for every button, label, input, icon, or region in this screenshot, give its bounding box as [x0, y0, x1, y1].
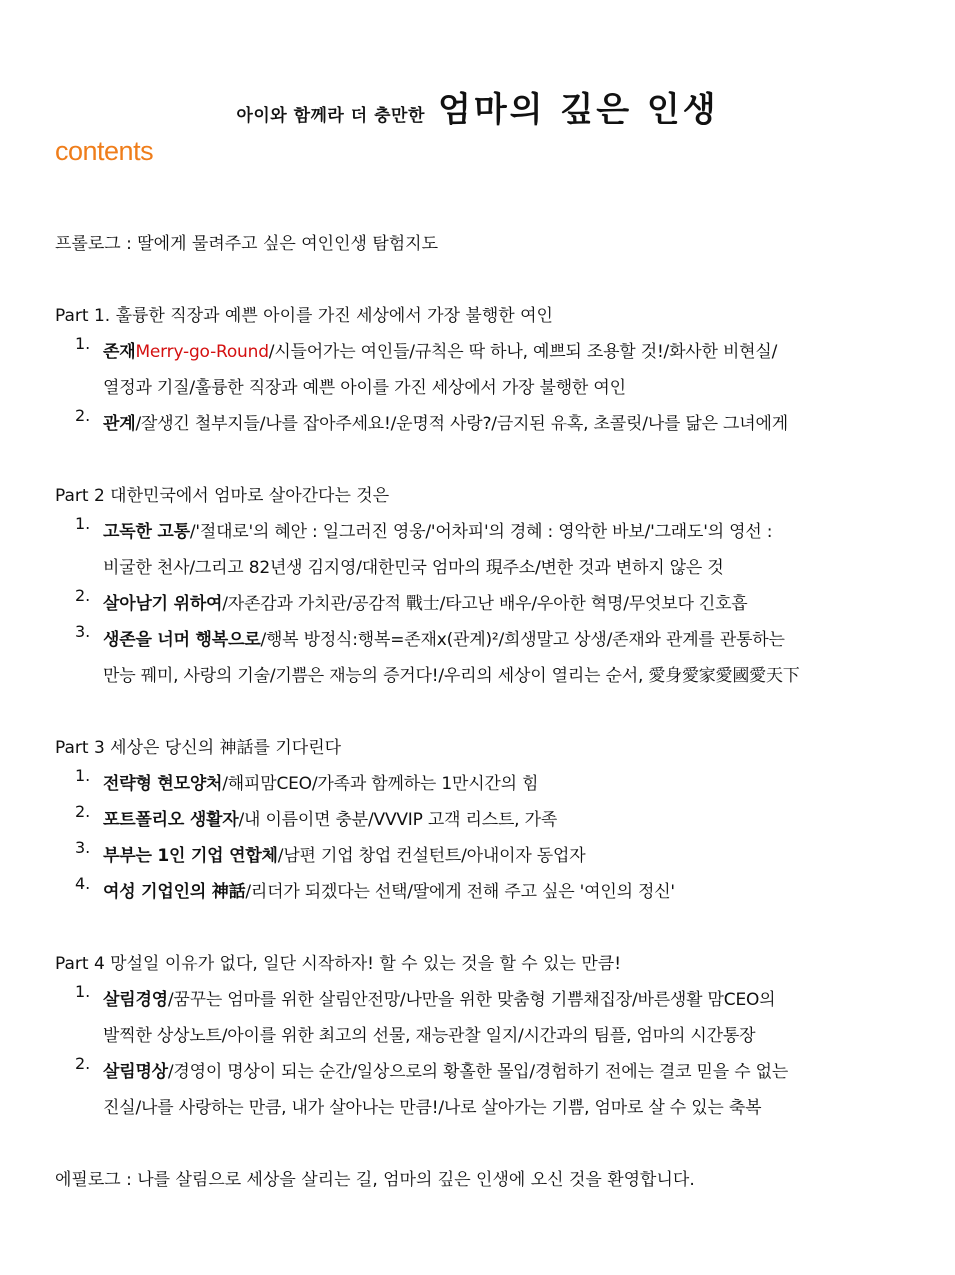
item-number: 3. [75, 622, 91, 641]
item-line [103, 874, 905, 910]
item-head: 여성 기업인의 神話 [103, 882, 246, 902]
title-main: 엄마의 깊은 인생 [437, 90, 719, 130]
item-text: /해피맘CEO/가족과 함께하는 1만시간의 힘 [222, 774, 539, 794]
item-text: /자존감과 가치관/공감적 戰士/타고난 배우/우아한 혁명/무엇보다 긴호흡 [222, 594, 748, 614]
item-number: 2. [75, 802, 91, 821]
item-number: 3. [75, 838, 91, 857]
list-item [55, 838, 905, 874]
list-item [55, 802, 905, 838]
list-item [55, 622, 905, 694]
item-text: /남편 기업 창업 컨설턴트/아내이자 동업자 [277, 846, 586, 866]
item-number: 1. [75, 766, 91, 785]
item-text: /행복 방정식:행복=존재x(관계)²/희생말고 상생/존재와 관계를 관통하는 [260, 630, 785, 650]
item-head: 고독한 고통 [103, 522, 190, 542]
item-line [103, 586, 905, 622]
item-head: 부부는 1인 기업 연합체 [103, 846, 278, 866]
item-line [103, 838, 905, 874]
prologue: 프롤로그 : 딸에게 물려주고 싶은 여인인생 탐험지도 [55, 234, 439, 254]
item-number: 2. [75, 1054, 91, 1073]
item-head: 살아남기 위하여 [103, 594, 223, 614]
item-line [103, 982, 905, 1018]
item-line [103, 802, 905, 838]
part-3-title: Part 3 세상은 당신의 神話를 기다린다 [55, 738, 342, 758]
item-head: 살림명상 [103, 1062, 168, 1082]
item-head: 포트폴리오 생활자 [103, 810, 239, 830]
table-of-contents [55, 226, 905, 1198]
item-continuation: 진실/나를 사랑하는 만큼, 내가 살아나는 만큼!/나로 살아가는 기쁨, 엄마로 살 수 있는 축복 [103, 1098, 762, 1118]
item-head: 전략형 현모양처 [103, 774, 223, 794]
title-subtitle: 아이와 함께라 더 충만한 [236, 106, 425, 126]
part-2-title: Part 2 대한민국에서 엄마로 살아간다는 것은 [55, 486, 390, 506]
item-number: 1. [75, 514, 91, 533]
item-continuation: 비굴한 천사/그리고 82년생 김지영/대한민국 엄마의 現주소/변한 것과 변하지 않은 것 [103, 558, 724, 578]
list-item [55, 1054, 905, 1126]
item-text: /잘생긴 철부지들/나를 잡아주세요!/운명적 사랑?/금지된 유혹, 초콜릿/나를 닮은 그녀에게 [135, 414, 788, 434]
list-item [55, 982, 905, 1054]
document-title [0, 82, 955, 131]
contents-heading: contents [55, 136, 154, 166]
list-item [55, 334, 905, 406]
item-continuation: 만능 꿰미, 사랑의 기술/기쁨은 재능의 증거다!/우리의 세상이 열리는 순서, 愛身愛家愛國愛天下 [103, 666, 800, 686]
item-head: 존재 [103, 342, 136, 362]
item-line [103, 1054, 905, 1090]
item-text: /꿈꾸는 엄마를 위한 살림안전망/나만을 위한 맞춤형 기쁨채집장/바른생활 맘CEO의 [167, 990, 776, 1010]
item-text: /리더가 되겠다는 선택/딸에게 전해 주고 싶은 '여인의 정신' [245, 882, 675, 902]
item-head: 관계 [103, 414, 136, 434]
item-line [103, 766, 905, 802]
list-item [55, 406, 905, 442]
part-4-title: Part 4 망설일 이유가 없다, 일단 시작하자! 할 수 있는 것을 할 수 있는 만큼! [55, 954, 622, 974]
item-text: /'절대로'의 혜안 : 일그러진 영웅/'어차피'의 경혜 : 영악한 바보/'그래도'의 영선 : [189, 522, 773, 542]
part-1-title: Part 1. 훌륭한 직장과 예쁜 아이를 가진 세상에서 가장 불행한 여인 [55, 306, 553, 326]
item-text: /내 이름이면 충분/VVVIP 고객 리스트, 가족 [238, 810, 558, 830]
item-number: 1. [75, 334, 91, 353]
item-continuation: 발찍한 상상노트/아이를 위한 최고의 선물, 재능관찰 일지/시간과의 팀플, 엄마의 시간통장 [103, 1026, 756, 1046]
epilogue: 에필로그 : 나를 살림으로 세상을 살리는 길, 엄마의 깊은 인생에 오신 것을 환영합니다. [55, 1170, 695, 1190]
item-head: 살림경영 [103, 990, 168, 1010]
item-line [103, 406, 905, 442]
item-text: /경영이 명상이 되는 순간/일상으로의 황홀한 몰입/경험하기 전에는 결코 믿을 수 없는 [167, 1062, 789, 1082]
item-head: 생존을 너머 행복으로 [103, 630, 261, 650]
item-line [103, 334, 905, 370]
item-number: 2. [75, 406, 91, 425]
item-highlight: Merry-go-Round [135, 342, 269, 362]
list-item [55, 586, 905, 622]
item-text: /시들어가는 여인들/규칙은 딱 하나, 예쁘되 조용할 것!/화사한 비현실/ [268, 342, 778, 362]
item-number: 1. [75, 982, 91, 1001]
item-number: 4. [75, 874, 91, 893]
list-item [55, 874, 905, 910]
list-item [55, 766, 905, 802]
item-line [103, 514, 905, 550]
item-number: 2. [75, 586, 91, 605]
list-item [55, 514, 905, 586]
item-continuation: 열정과 기질/훌륭한 직장과 예쁜 아이를 가진 세상에서 가장 불행한 여인 [103, 378, 626, 398]
item-line [103, 622, 905, 658]
